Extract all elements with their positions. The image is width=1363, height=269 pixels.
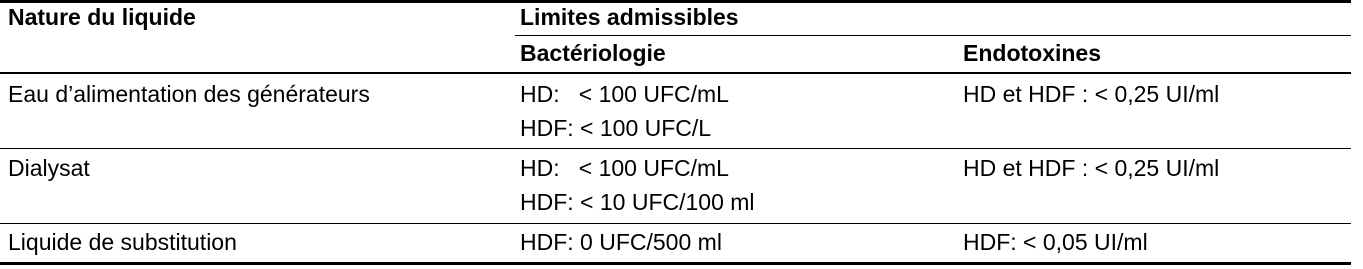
row-2-liquid: Dialysat: [8, 155, 90, 181]
header-endotoxines: Endotoxines: [963, 40, 1102, 66]
row-2-endotox: HD et HDF : < 0,25 UI/ml: [963, 155, 1220, 181]
row-1-bacterio-hdf: HDF: < 100 UFC/L: [520, 115, 712, 141]
bottom-rule: [0, 262, 1351, 265]
header-bacteriologie: Bactériologie: [520, 40, 666, 66]
row-2-bottom-rule: [0, 223, 1351, 224]
header-limites-admissibles: Limites admissibles: [520, 4, 739, 30]
row-3-bacterio-hdf: HDF: 0 UFC/500 ml: [520, 229, 722, 255]
row-1-bottom-rule: [0, 148, 1351, 149]
row-2-bacterio-hd: HD: < 100 UFC/mL: [520, 155, 729, 181]
subheader-rule: [515, 35, 1351, 36]
row-3-endotox: HDF: < 0,05 UI/ml: [963, 229, 1148, 255]
row-1-bacterio-hd: HD: < 100 UFC/mL: [520, 81, 729, 107]
row-1-liquid: Eau d’alimentation des générateurs: [8, 81, 370, 107]
header-bottom-rule: [0, 72, 1351, 74]
row-3-liquid: Liquide de substitution: [8, 229, 237, 255]
header-nature-du-liquide: Nature du liquide: [8, 4, 196, 30]
row-2-bacterio-hdf: HDF: < 10 UFC/100 ml: [520, 189, 755, 215]
row-1-endotox: HD et HDF : < 0,25 UI/ml: [963, 81, 1220, 107]
